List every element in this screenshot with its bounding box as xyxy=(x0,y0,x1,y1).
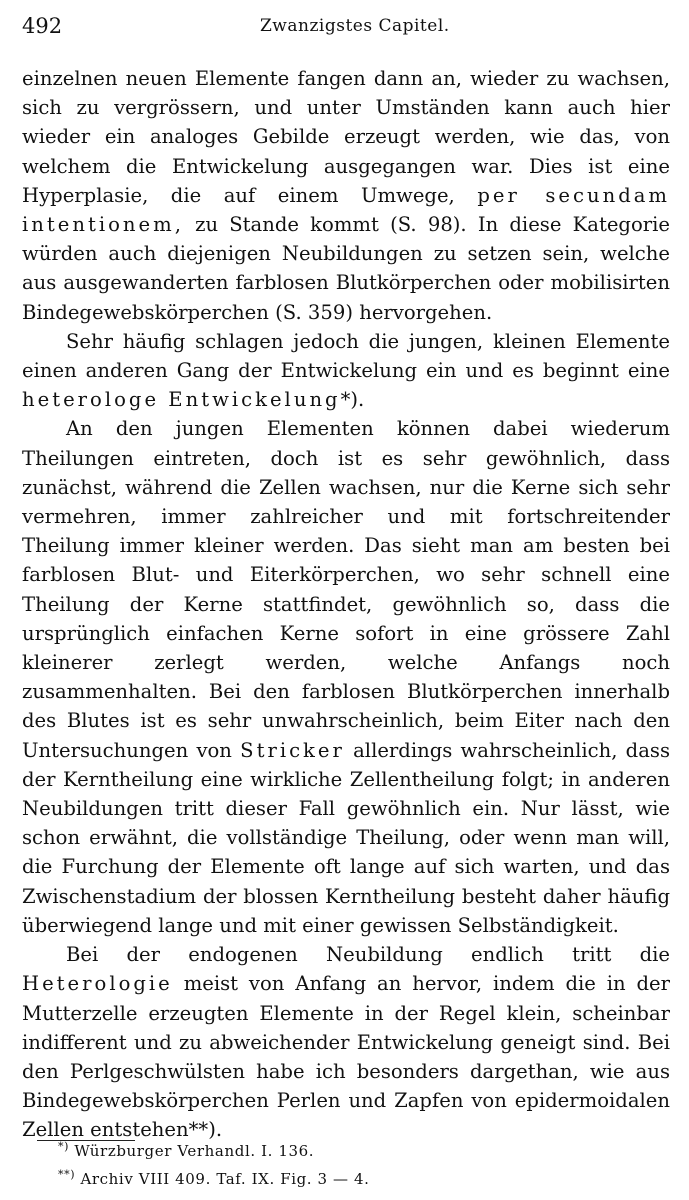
footnote-text: Würzburger Verhandl. I. 136. xyxy=(74,1142,315,1160)
footnote-marker: *) xyxy=(58,1140,69,1153)
emphasis-spaced: Stricker xyxy=(240,738,345,762)
paragraph-2: Sehr häufig schlagen jedoch die jungen, kleinen Elemente einen anderen Gang der Entwickelung ein und es beginnt eine heterologe Entwickelung*). xyxy=(22,329,670,412)
footnote-marker: **) xyxy=(58,1168,76,1181)
paragraph-3: An den jungen Elementen können dabei wiederum Theilungen eintreten, doch ist es sehr gewöhnlich, dass zunächst, während die Zellen wachsen, nur die Kerne sich sehr vermehren, immer zahlreicher und mit fortschreitender Theilung immer kleiner werden. Das sieht man am besten bei farblosen Blut- und Eiterkörperchen, wo sehr schnell eine Theilung der Kerne stattfindet, gewöhnlich so, dass die ursprünglich einfachen Kerne sofort in eine grössere Zahl kleinerer zerlegt werden, welche Anfangs noch zusammenhalten. Bei den farblosen Blutkörperchen innerhalb des Blutes ist es sehr unwahrscheinlich, beim Eiter nach den Untersuchungen von Stricker allerdings wahrscheinlich, dass der Kerntheilung eine wirkliche Zellentheilung folgt; in anderen Neubildungen tritt dieser Fall gewöhnlich ein. Nur lässt, wie schon erwähnt, die vollständige Theilung, oder wenn man will, die Furchung der Elemente oft lange auf sich warten, und das Zwischenstadium der blossen Kerntheilung besteht daher häufig überwiegend lange und mit einer gewissen Selbständigkeit. xyxy=(22,417,671,937)
page-number: 492 xyxy=(22,14,63,38)
emphasis-spaced: per secundam intentionem, xyxy=(22,183,670,237)
emphasis-spaced: heterologe Entwickelung xyxy=(22,388,341,412)
page-header xyxy=(22,14,670,44)
paragraph-1: einzelnen neuen Elemente fangen dann an, wieder zu wachsen, sich zu vergrössern, und unter Umständen kann auch hier wieder ein analoges Gebilde erzeugt werden, wie das, von welchem die Entwickelung ausgegangen war. Dies ist eine Hyperplasie, die auf einem Umwege, per secundam intentionem, zu Stande kommt (S. 98). In diese Kategorie würden auch diejenigen Neubildungen zu setzen sein, welche aus ausgewanderten farblosen Blutkörperchen oder mobilisirten Bindegewebskörperchen (S. 359) hervorgehen. xyxy=(22,67,670,324)
book-page xyxy=(22,14,670,1145)
footnote-1 xyxy=(58,1135,370,1163)
footnote-text: Archiv VIII 409. Taf. IX. Fig. 3 — 4. xyxy=(80,1170,370,1188)
paragraph-4: Bei der endogenen Neubildung endlich tritt die Heterologie meist von Anfang an hervor, indem die in der Mutterzelle erzeugten Elemente in der Regel klein, scheinbar indifferent und zu abweichender Entwickelung geneigt sind. Bei den Perlgeschwülsten habe ich besonders dargethan, wie aus Bindegewebskörperchen Perlen und Zapfen von epidermoidalen Zellen entstehen**). xyxy=(22,943,671,1142)
emphasis-spaced: Heterologie xyxy=(22,972,173,996)
footnotes xyxy=(58,1135,370,1191)
body-text xyxy=(22,64,670,1145)
footnote-2 xyxy=(58,1163,370,1191)
running-head: Zwanzigstes Capitel. xyxy=(260,16,450,36)
